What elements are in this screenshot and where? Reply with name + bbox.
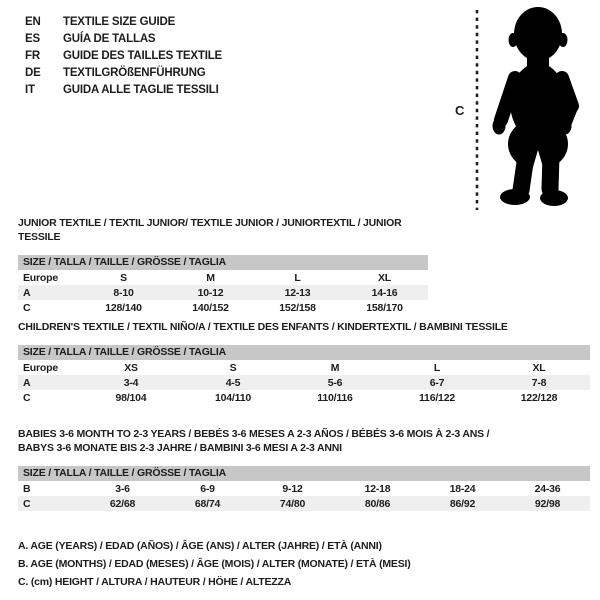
language-code: ES xyxy=(25,33,40,45)
table-row-age xyxy=(18,375,590,390)
table-row-height xyxy=(18,300,428,315)
language-label: GUIDE DES TAILLES TEXTILE xyxy=(63,50,222,62)
language-label: TEXTILGRÖßENFÜHRUNG xyxy=(63,67,206,79)
table-cell: 4-5 xyxy=(225,376,241,389)
junior-textile-section xyxy=(18,216,428,315)
childrens-textile-section xyxy=(18,320,590,405)
table-cell: 10-12 xyxy=(197,286,224,299)
table-cell: 5-6 xyxy=(327,376,343,389)
size-header-bar: SIZE / TALLA / TAILLE / GRÖSSE / TAGLIA xyxy=(18,345,590,360)
row-label: C xyxy=(23,301,31,314)
table-cell: XS xyxy=(124,361,138,374)
table-cell: 7-8 xyxy=(531,376,547,389)
table-cell: S xyxy=(229,361,237,374)
junior-table-title: JUNIOR TEXTILE / TEXTIL JUNIOR/ TEXTILE JUNIOR / JUNIORTEXTIL / JUNIOR TESSILE xyxy=(18,217,402,243)
table-cell: 3-6 xyxy=(115,482,130,495)
table-row-europe xyxy=(18,270,428,285)
table-cell: 12-18 xyxy=(364,482,391,495)
table-cell: 12-13 xyxy=(284,286,311,299)
language-label: TEXTILE SIZE GUIDE xyxy=(63,16,176,28)
table-cell: 92/98 xyxy=(534,497,561,510)
childrens-table-title: CHILDREN'S TEXTILE / TEXTIL NIÑO/A / TEXTILE DES ENFANTS / KINDERTEXTIL / BAMBINI TESSILE xyxy=(18,321,508,333)
row-label: A xyxy=(23,376,31,389)
language-row-de xyxy=(25,65,222,82)
table-cell: 152/158 xyxy=(279,301,316,314)
table-cell: 80/86 xyxy=(364,497,391,510)
row-label: A xyxy=(23,286,31,299)
table-cell: 3-4 xyxy=(123,376,139,389)
row-label: Europe xyxy=(23,361,58,374)
size-header-bar: SIZE / TALLA / TAILLE / GRÖSSE / TAGLIA xyxy=(18,466,590,481)
row-label: B xyxy=(23,482,31,495)
height-measure-label: C xyxy=(455,103,465,118)
table-cell: M xyxy=(330,361,340,374)
table-cell: L xyxy=(294,271,301,284)
table-cell: 68/74 xyxy=(194,497,221,510)
language-label: GUIDA ALLE TAGLIE TESSILI xyxy=(63,84,219,96)
row-label: Europe xyxy=(23,271,58,284)
baby-silhouette xyxy=(493,7,573,206)
language-code: IT xyxy=(25,84,35,96)
table-cell: S xyxy=(120,271,127,284)
table-row-age xyxy=(18,285,428,300)
table-cell: 8-10 xyxy=(113,286,134,299)
language-code: DE xyxy=(25,67,41,79)
table-cell: 62/68 xyxy=(109,497,136,510)
table-cell: 98/104 xyxy=(115,391,147,404)
language-label: GUÍA DE TALLAS xyxy=(63,33,156,45)
table-cell: 24-36 xyxy=(534,482,561,495)
table-cell: 14-16 xyxy=(371,286,398,299)
table-row-europe xyxy=(18,360,590,375)
babies-textile-section xyxy=(18,427,590,511)
table-cell: 128/140 xyxy=(105,301,142,314)
row-label: C xyxy=(23,497,31,510)
row-label: C xyxy=(23,391,31,404)
table-cell: 18-24 xyxy=(449,482,476,495)
table-cell: 116/122 xyxy=(419,391,455,404)
table-cell: 74/80 xyxy=(279,497,306,510)
size-header-bar: SIZE / TALLA / TAILLE / GRÖSSE / TAGLIA xyxy=(18,255,428,270)
footnote-a: A. AGE (YEARS) / EDAD (AÑOS) / ÂGE (ANS) / ALTER (JAHRE) / ETÀ (ANNI) xyxy=(18,540,382,552)
language-list xyxy=(25,14,222,99)
table-cell: XL xyxy=(532,361,546,374)
baby-silhouette-icon xyxy=(448,4,595,214)
table-cell: 86/92 xyxy=(449,497,476,510)
language-row-it xyxy=(25,82,222,99)
table-cell: 110/116 xyxy=(317,391,353,404)
table-row-height xyxy=(18,496,590,511)
footnotes xyxy=(18,537,411,591)
language-code: EN xyxy=(25,16,41,28)
figure-height-illustration xyxy=(448,4,595,214)
language-row-fr xyxy=(25,48,222,65)
footnote-b: B. AGE (MONTHS) / EDAD (MESES) / ÂGE (MOIS) / ALTER (MONATE) / ETÀ (MESI) xyxy=(18,558,411,570)
table-cell: 122/128 xyxy=(520,391,558,404)
table-cell: 158/170 xyxy=(366,301,403,314)
table-cell: 6-7 xyxy=(429,376,445,389)
language-row-es xyxy=(25,31,222,48)
table-cell: XL xyxy=(377,271,392,284)
table-cell: M xyxy=(206,271,215,284)
footnote-c: C. (cm) HEIGHT / ALTURA / HAUTEUR / HÖHE / ALTEZZA xyxy=(18,576,292,588)
table-cell: 104/110 xyxy=(215,391,251,404)
table-cell: 6-9 xyxy=(200,482,215,495)
table-cell: 140/152 xyxy=(192,301,229,314)
table-cell: L xyxy=(433,361,441,374)
table-row-height xyxy=(18,390,590,405)
language-code: FR xyxy=(25,50,40,62)
table-row-age-months xyxy=(18,481,590,496)
language-row-en xyxy=(25,14,222,31)
babies-table-title-line1: BABIES 3-6 MONTH TO 2-3 YEARS / BEBÉS 3-6 MESES A 2-3 AÑOS / BÉBÉS 3-6 MOIS À 2-3 ANS / xyxy=(18,428,490,440)
babies-table-title-line2: BABYS 3-6 MONATE BIS 2-3 JAHRE / BAMBINI 3-6 MESI A 2-3 ANNI xyxy=(18,442,342,454)
table-cell: 9-12 xyxy=(282,482,303,495)
